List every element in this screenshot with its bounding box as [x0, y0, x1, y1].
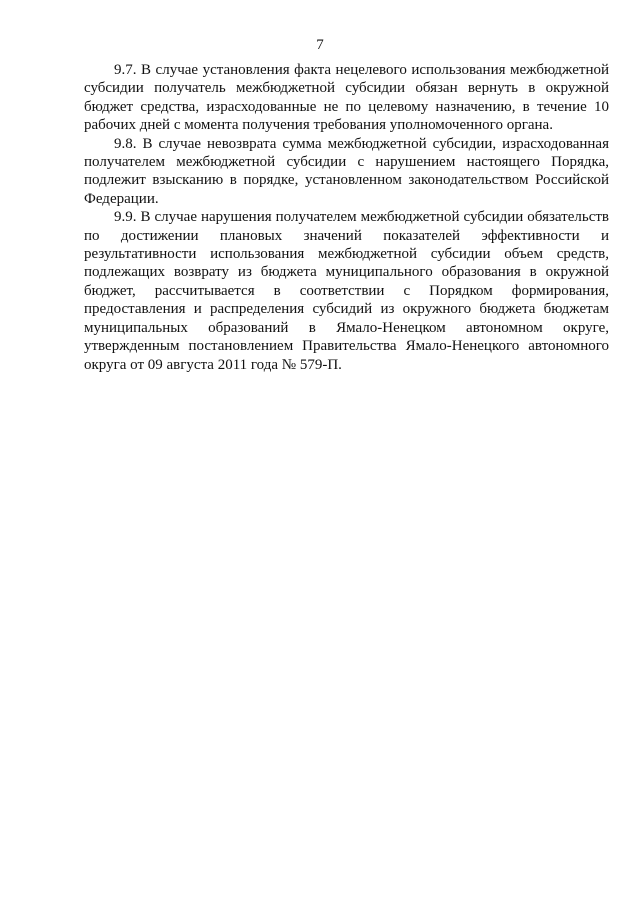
- page-number: 7: [316, 37, 324, 53]
- paragraph-9-8: 9.8. В случае невозврата сумма межбюджетной субсидии, израсходованная получателем межбюджетной субсидии с нарушением настоящего Порядка, подлежит взысканию в порядке, установленном законодательством Российской Федерации.: [84, 135, 609, 207]
- paragraph-9-7: 9.7. В случае установления факта нецелевого использования межбюджетной субсидии получатель межбюджетной субсидии обязан вернуть в окружной бюджет средства, израсходованные не по целевому назначению, в течение 10 рабочих дней с момента получения требования уполномоченного органа.: [84, 62, 609, 134]
- paragraph-9-9: 9.9. В случае нарушения получателем межбюджетной субсидии обязательств по достижении плановых значений показателей эффективности и результативности использования межбюджетной субсидии объем средств, подлежащих возврату из бюджета муниципального образования в окружной бюджет, рассчитывается в соответствии с Порядком формирования, предоставления и распределения субсидий из окружного бюджета бюджетам муниципальных образований в Ямало-Ненецком автономном округе, утвержденным постановлением Правительства Ямало-Ненецкого автономного округа от 09 августа 2011 года № 579-П.: [84, 209, 609, 373]
- document-body: [84, 61, 609, 374]
